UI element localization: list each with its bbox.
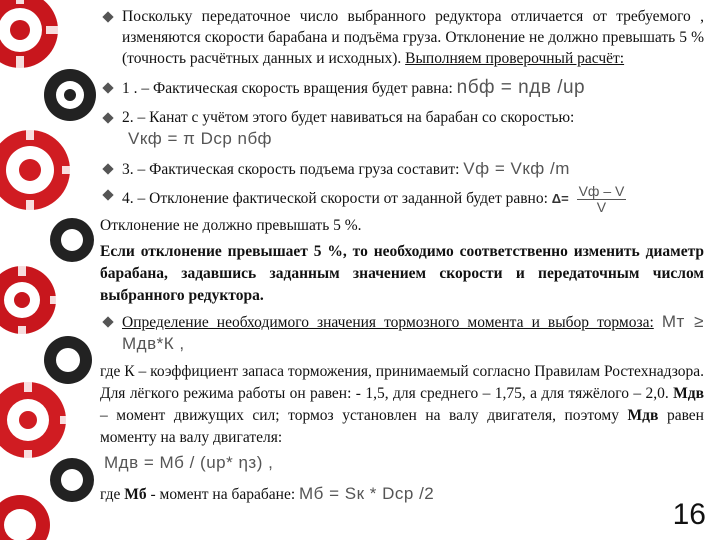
k-paragraph — [100, 361, 704, 449]
bullet-item-2 — [100, 107, 704, 150]
intro-text: Поскольку передаточное число выбранного редуктора отличается от требуемого , изменяются скорости барабана и подъёма груза. Отклонение не должно превышать 5 % (точность расчётных данных и исходных). — [122, 8, 704, 67]
bullet-item-brake — [100, 311, 704, 355]
fraction-numerator: Vф – V — [578, 183, 625, 199]
bold-paragraph: Если отклонение превышает 5 %, то необходимо соответственно изменить диаметр барабана, задавшись заданным значением скорости и передаточным числом выбранного редуктора. — [100, 243, 704, 304]
k-part-1: где К – коэффициент запаса торможения, принимаемый согласно Правилам Ростехнадзора. Для лёгкого режима работы он равен: - 1,5, для среднего – 1,75, а для тяжёлого – 2,0. — [100, 363, 704, 402]
mdv-term-1: Mдв — [673, 385, 704, 402]
bullet-icon — [102, 112, 113, 123]
k-part-3: равен моменту на валу двигателя: — [100, 407, 704, 446]
item-3-text: 3. – Фактическая скорость подъема груза составит: — [122, 161, 460, 178]
brake-text: Определение необходимого значения тормозного момента и выбор тормоза: — [122, 314, 654, 331]
formula-vkf: Vкф = π Dср nбф — [128, 129, 273, 148]
fraction-denominator: V — [596, 199, 607, 215]
item-4-text: 4. – Отклонение фактической скорости от заданной будет равно: — [122, 190, 548, 208]
bullet-item-3 — [100, 158, 704, 180]
formula-mb: Mб = Sк * Dср /2 — [299, 484, 435, 503]
last-prefix: где — [100, 486, 125, 503]
deviation-note: Отклонение не должно превышать 5 %. — [100, 217, 362, 234]
bullet-item-1 — [100, 77, 704, 99]
deviation-fraction — [577, 184, 627, 215]
formula-nbf: nбф = nдв /uр — [456, 77, 586, 98]
formula-brake: Mт ≥ Mдв*К , — [122, 312, 704, 353]
bullet-item-intro — [100, 6, 704, 69]
formula-vf: Vф = Vкф /m — [463, 159, 570, 178]
item-1-text: 1 . – Фактическая скорость вращения будет равна: — [122, 80, 453, 97]
mb-term: Mб — [124, 486, 147, 503]
bullet-icon — [102, 189, 113, 200]
mdv-term-2: Mдв — [627, 407, 659, 424]
delta-symbol: Δ= — [551, 191, 569, 207]
bullet-icon — [102, 82, 113, 93]
gear-decoration — [0, 0, 100, 540]
last-suffix: - момент на барабане: — [146, 486, 296, 503]
last-line — [100, 483, 704, 506]
k-part-2: – момент движущих сил; тормоз установлен на валу двигателя, поэтому — [100, 407, 628, 424]
page-number: 16 — [672, 498, 706, 531]
bullet-item-4 — [100, 184, 704, 215]
bullet-icon — [102, 11, 113, 22]
bullet-icon — [102, 163, 113, 174]
formula-mdv: Mдв = Mб / (uр* ηз) , — [104, 453, 274, 472]
slide-content — [100, 6, 704, 506]
check-calc-label: Выполняем проверочный расчёт: — [405, 50, 625, 67]
item-2-text: 2. – Канат с учётом этого будет навиваться на барабан со скоростью: — [122, 109, 575, 126]
bullet-icon — [102, 316, 113, 327]
